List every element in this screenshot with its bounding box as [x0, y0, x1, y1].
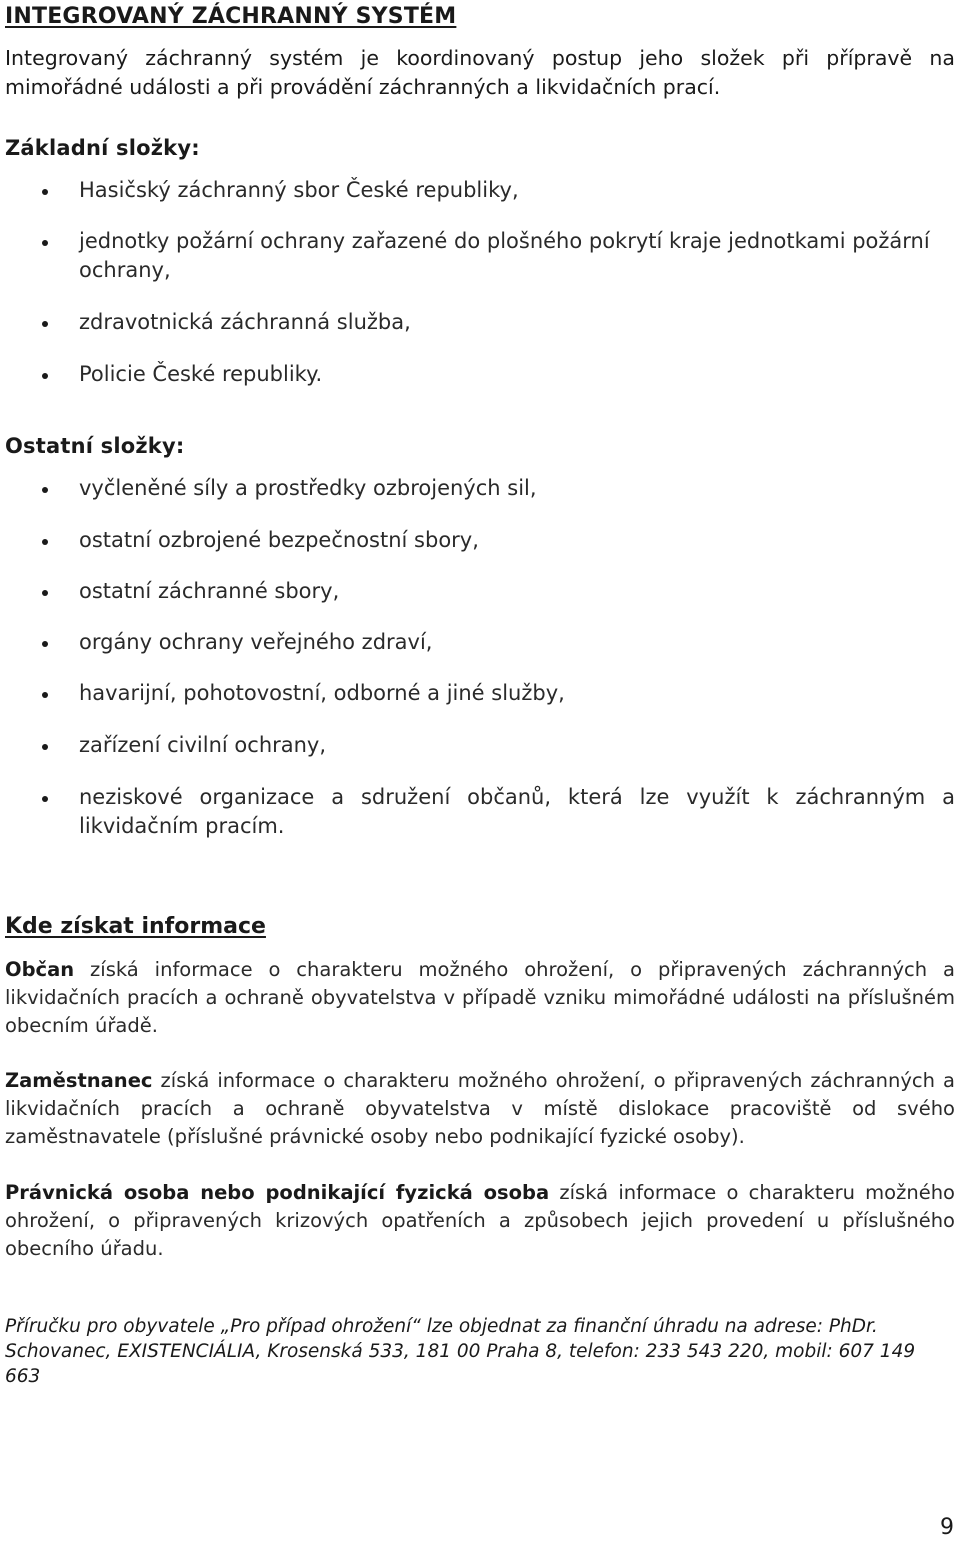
bullet-icon	[42, 641, 48, 647]
info-paragraph-legal-entity	[5, 1179, 955, 1263]
bullet-icon	[42, 240, 48, 246]
info-subject-label: Zaměstnanec	[5, 1069, 153, 1092]
basic-item: zdravotnická záchranná služba,	[79, 310, 411, 334]
other-item: ostatní záchranné sbory,	[79, 579, 340, 603]
bullet-icon	[42, 590, 48, 596]
intro-paragraph: Integrovaný záchranný systém je koordinovaný postup jeho složek při přípravě na mimořádné události a při provádění záchranných a likvidačních prací.	[5, 46, 955, 99]
other-components-heading: Ostatní složky:	[5, 434, 185, 458]
basic-components-heading: Základní složky:	[5, 136, 200, 160]
bullet-icon	[42, 487, 48, 493]
info-paragraph-text: získá informace o charakteru možného ohrožení, o připravených záchranných a likvidačních pracích a ochraně obyvatelstva v případě vzniku mimořádné události na příslušném obecním úřadě.	[5, 958, 955, 1037]
other-item: orgány ochrany veřejného zdraví,	[79, 630, 433, 654]
basic-item: Policie České republiky.	[79, 362, 323, 386]
bullet-icon	[42, 744, 48, 750]
basic-item: jednotky požární ochrany zařazené do plošného pokrytí kraje jednotkami požární ochrany,	[79, 229, 930, 282]
info-paragraph-citizen	[5, 956, 955, 1040]
bullet-icon	[42, 692, 48, 698]
page-number: 9	[940, 1515, 954, 1540]
bullet-icon	[42, 539, 48, 545]
bullet-icon	[42, 321, 48, 327]
info-subject-label: Občan	[5, 958, 75, 981]
info-section-heading: Kde získat informace	[5, 914, 266, 939]
other-item: ostatní ozbrojené bezpečnostní sbory,	[79, 528, 479, 552]
other-item: neziskové organizace a sdružení občanů, která lze využít k záchranným a likvidačním pracím.	[79, 785, 955, 838]
bullet-icon	[42, 373, 48, 379]
bullet-icon	[42, 796, 48, 802]
other-item: havarijní, pohotovostní, odborné a jiné služby,	[79, 681, 565, 705]
info-paragraph-text: získá informace o charakteru možného ohrožení, o připravených záchranných a likvidačních pracích a ochraně obyvatelstva v místě dislokace pracoviště od svého zaměstnavatele (příslušné právnické osoby nebo podnikající fyzické osoby).	[5, 1069, 955, 1148]
bullet-icon	[42, 189, 48, 195]
other-item: zařízení civilní ochrany,	[79, 733, 327, 757]
info-subject-label: Právnická osoba nebo podnikající fyzická osoba	[5, 1181, 550, 1204]
basic-item: Hasičský záchranný sbor České republiky,	[79, 178, 519, 202]
info-paragraph-employee	[5, 1067, 955, 1151]
other-item: vyčleněné síly a prostředky ozbrojených sil,	[79, 476, 537, 500]
ordering-note: Příručku pro obyvatele „Pro případ ohrožení“ lze objednat za finanční úhradu na adrese: PhDr. Schovanec, EXISTENCIÁLIA, Krosenská 533, 181 00 Praha 8, telefon: 233 543 220, mobil: 607 149 663	[5, 1316, 916, 1387]
page-title: INTEGROVANÝ ZÁCHRANNÝ SYSTÉM	[5, 4, 457, 29]
info-paragraph-text: získá informace o charakteru možného ohrožení, o připravených krizových opatřeních a způsobech jejich provedení u příslušného obecního úřadu.	[5, 1181, 955, 1260]
